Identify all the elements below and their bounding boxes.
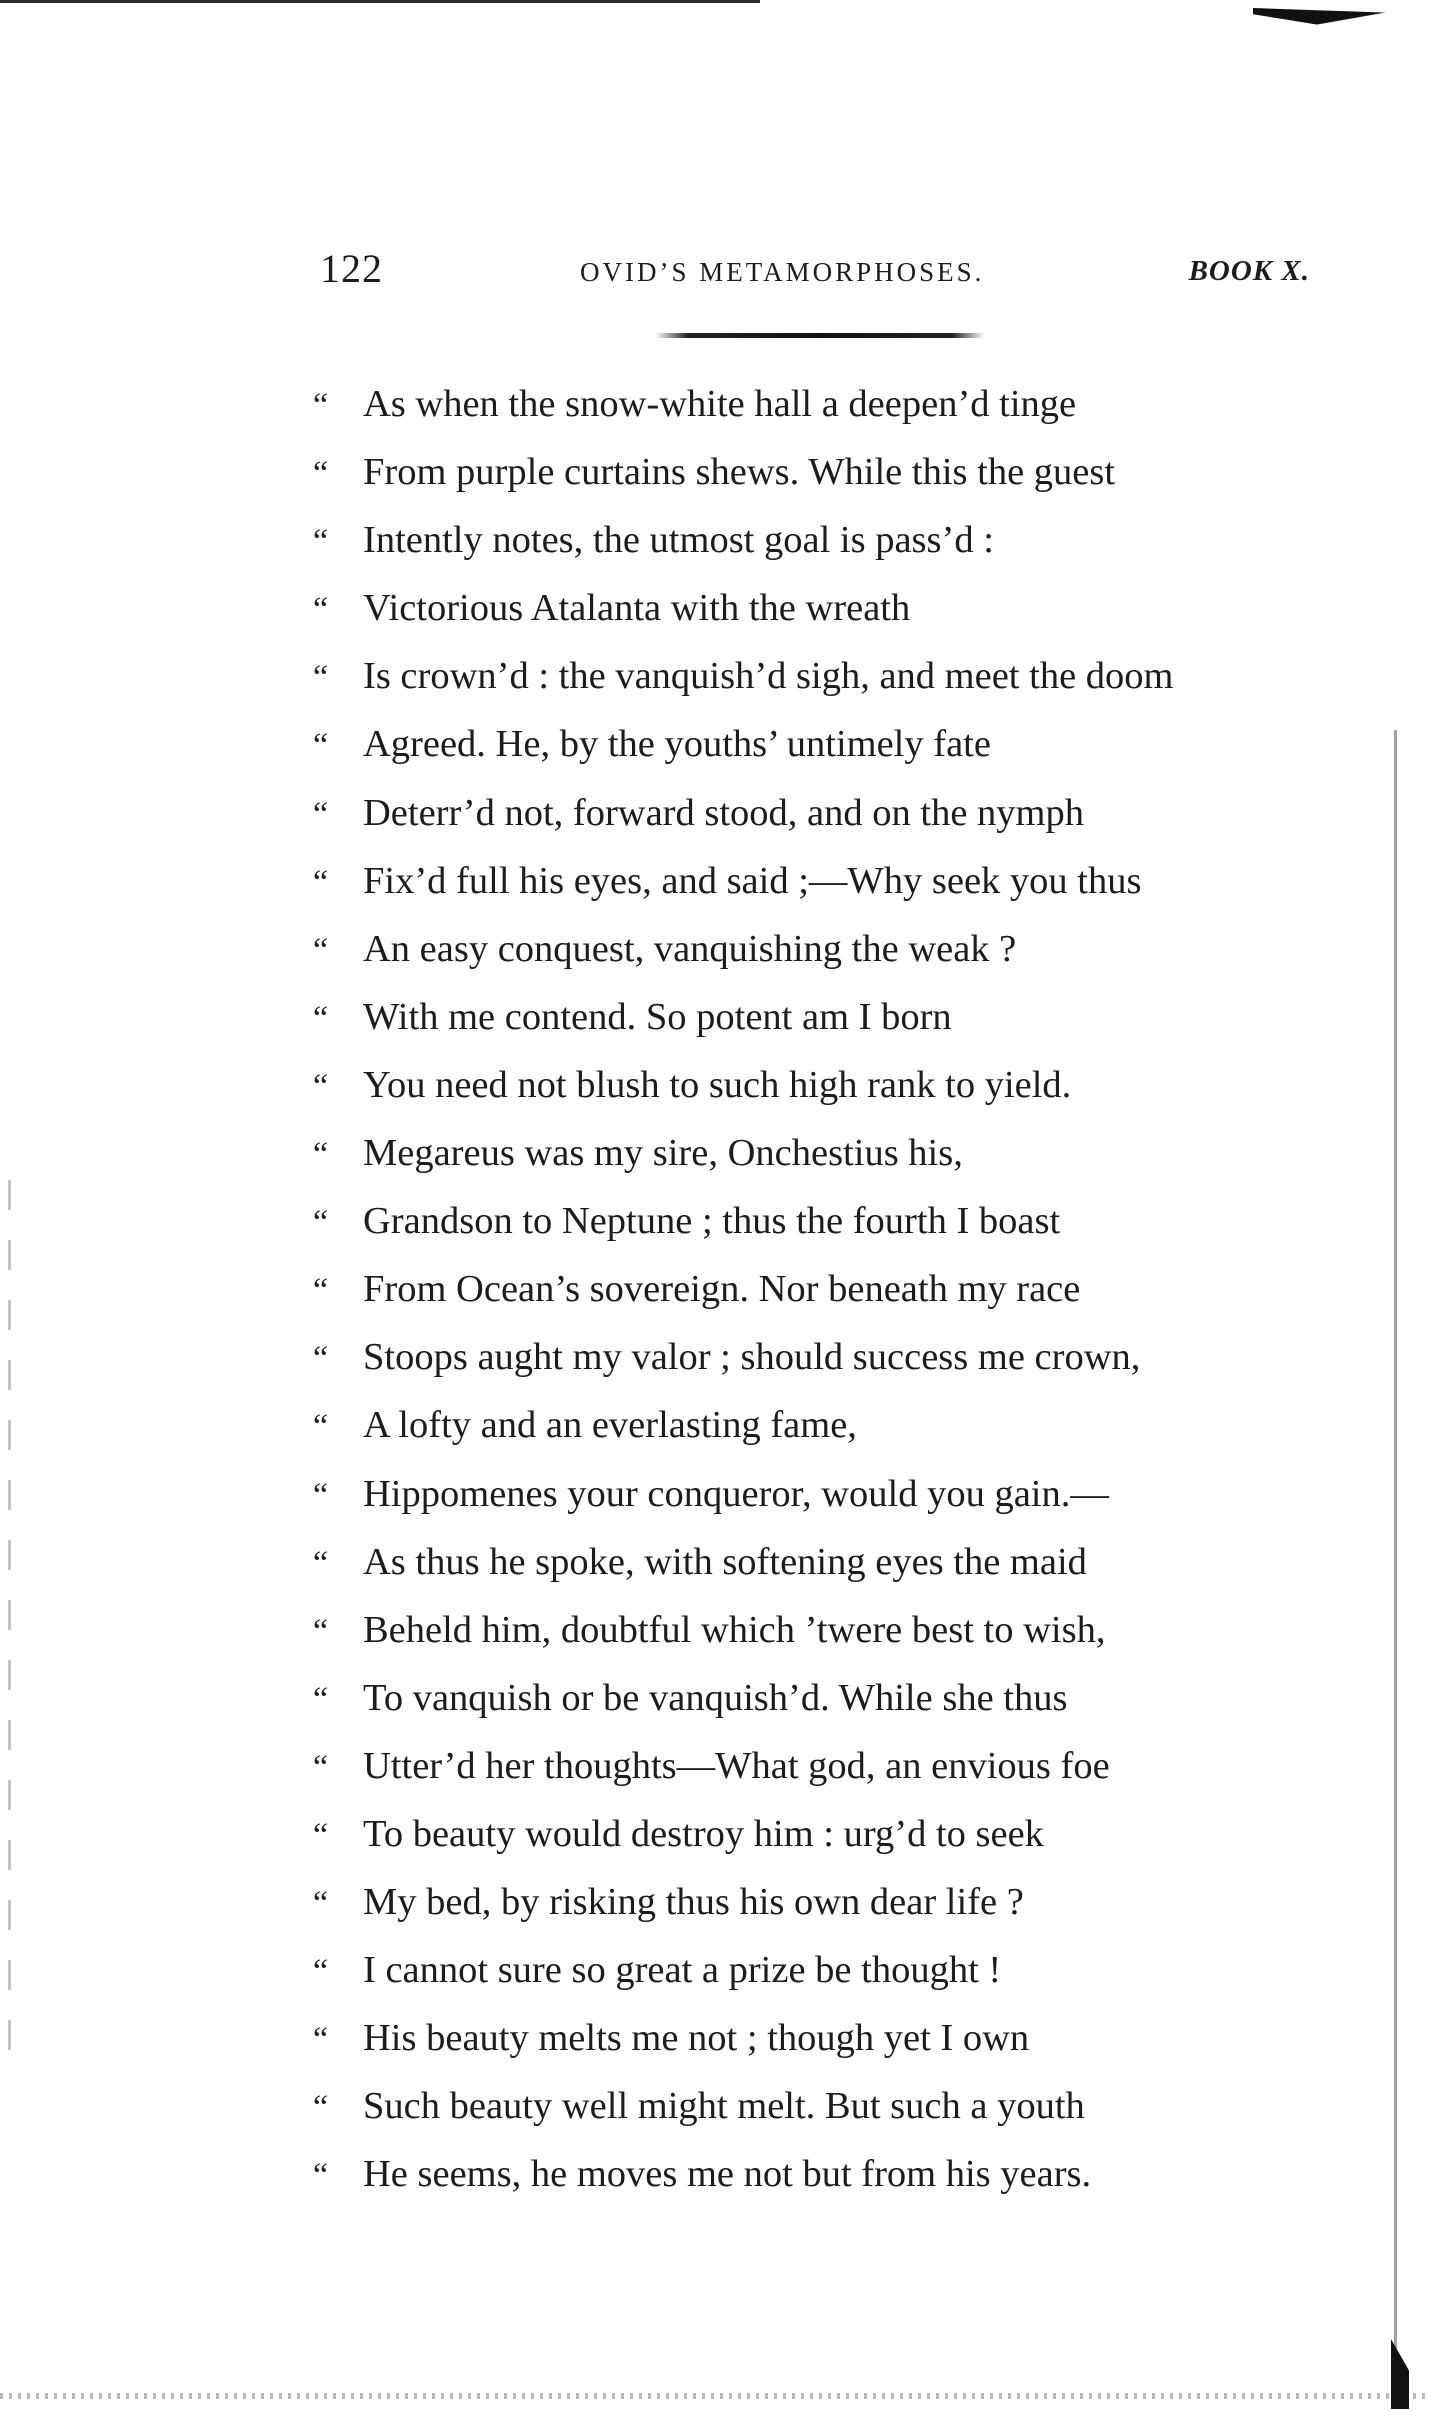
verse-line	[313, 915, 1313, 983]
quote-mark: “	[313, 455, 329, 493]
verse-line-text: Deterr’d not, forward stood, and on the nymph	[363, 791, 1084, 834]
quote-mark: “	[313, 1408, 329, 1446]
verse-line-text: Megareus was my sire, Onchestius his,	[363, 1132, 963, 1175]
verse-line-text: As thus he spoke, with softening eyes the maid	[363, 1540, 1087, 1583]
quote-mark: “	[313, 1067, 329, 1105]
quote-mark: “	[313, 1816, 329, 1854]
quote-mark: “	[313, 387, 329, 424]
verse-line-text: You need not blush to such high rank to yield.	[363, 1063, 1072, 1106]
verse-line	[313, 2072, 1313, 2140]
book-label: BOOK X.	[1188, 255, 1310, 287]
scan-edge-bottom	[0, 2393, 1431, 2399]
verse-line	[313, 370, 1313, 438]
quote-mark: “	[313, 1272, 329, 1310]
quote-mark: “	[313, 523, 329, 561]
verse-line	[313, 574, 1313, 642]
quote-mark: “	[313, 1885, 329, 1923]
verse-line-text: Hippomenes your conqueror, would you gain.—	[363, 1472, 1109, 1515]
verse-line	[313, 1051, 1313, 1119]
quote-mark: “	[313, 999, 329, 1037]
verse-line-text: A lofty and an everlasting fame,	[363, 1404, 857, 1447]
verse-line-text: To vanquish or be vanquish’d. While she thus	[363, 1676, 1068, 1719]
verse-line	[313, 983, 1313, 1051]
verse-line-text: From Ocean’s sovereign. Nor beneath my race	[363, 1268, 1081, 1311]
verse-line	[313, 2004, 1313, 2072]
page-number: 122	[320, 246, 383, 291]
quote-mark: “	[313, 1204, 329, 1242]
quote-mark: “	[313, 1748, 329, 1786]
verse-line	[313, 847, 1313, 915]
verse-line	[313, 1255, 1313, 1323]
quote-mark: “	[313, 1136, 329, 1174]
verse-line	[313, 710, 1313, 778]
verse-line-text: Is crown’d : the vanquish’d sigh, and meet the doom	[363, 655, 1174, 698]
verse-line-text: Intently notes, the utmost goal is pass’d :	[363, 519, 994, 562]
quote-mark: “	[313, 1680, 329, 1718]
verse-line-text: With me contend. So potent am I born	[363, 995, 952, 1038]
quote-mark: “	[313, 727, 329, 765]
verse-line	[313, 642, 1313, 710]
verse-line	[313, 1391, 1313, 1459]
verse-line-text: Beheld him, doubtful which ’twere best to wish,	[363, 1608, 1106, 1651]
verse-line	[313, 1868, 1313, 1936]
verse-line-text: He seems, he moves me not but from his years.	[363, 2153, 1092, 2196]
verse-line	[313, 1187, 1313, 1255]
quote-mark: “	[313, 795, 329, 833]
verse-line-text: My bed, by risking thus his own dear life ?	[363, 1881, 1024, 1924]
quote-mark: “	[313, 659, 329, 697]
verse-line	[313, 1119, 1313, 1187]
scan-edge-top	[0, 0, 760, 3]
quote-mark: “	[313, 2157, 329, 2195]
quote-mark: “	[313, 863, 329, 901]
running-header	[320, 245, 1310, 305]
scan-edge-left	[8, 1180, 11, 2080]
verse-line	[313, 1936, 1313, 2004]
verse-line	[313, 1460, 1313, 1528]
quote-mark: “	[313, 2089, 329, 2127]
verse-line-text: Stoops aught my valor ; should success me crown,	[363, 1336, 1141, 1379]
header-rule	[655, 333, 985, 338]
verse-line-text: To beauty would destroy him : urg’d to seek	[363, 1812, 1044, 1855]
verse-line-text: Utter’d her thoughts—What god, an envious foe	[363, 1744, 1110, 1787]
scan-edge-right	[1394, 730, 1397, 2370]
verse-line	[313, 1596, 1313, 1664]
verse-line	[313, 1732, 1313, 1800]
verse-line	[313, 779, 1313, 847]
verse-line-text: Victorious Atalanta with the wreath	[363, 587, 911, 630]
verse-line-text: Such beauty well might melt. But such a youth	[363, 2085, 1085, 2128]
verse-line-text: Grandson to Neptune ; thus the fourth I boast	[363, 1200, 1061, 1243]
verse-line	[313, 438, 1313, 506]
quote-mark: “	[313, 591, 329, 629]
verse-line-text: I cannot sure so great a prize be thought !	[363, 1949, 1002, 1992]
verse-line-text: As when the snow-white hall a deepen’d tinge	[363, 383, 1077, 425]
running-title: OVID’S METAMORPHOSES.	[580, 257, 985, 287]
verse-block	[313, 370, 1313, 2209]
quote-mark: “	[313, 1340, 329, 1378]
scan-corner-mark-bottom	[1391, 2339, 1409, 2409]
verse-line-text: Fix’d full his eyes, and said ;—Why seek you thus	[363, 859, 1142, 902]
quote-mark: “	[313, 1476, 329, 1514]
quote-mark: “	[313, 2021, 329, 2059]
quote-mark: “	[313, 931, 329, 969]
verse-line	[313, 1664, 1313, 1732]
verse-line-text: Agreed. He, by the youths’ untimely fate	[363, 723, 991, 766]
verse-line-text: An easy conquest, vanquishing the weak ?	[363, 927, 1017, 970]
verse-line	[313, 506, 1313, 574]
scan-corner-mark	[1253, 8, 1403, 60]
quote-mark: “	[313, 1544, 329, 1582]
verse-line-text: His beauty melts me not ; though yet I own	[363, 2017, 1030, 2060]
quote-mark: “	[313, 1953, 329, 1991]
verse-line	[313, 1800, 1313, 1868]
verse-line	[313, 1528, 1313, 1596]
verse-line	[313, 1323, 1313, 1391]
verse-line-text: From purple curtains shews. While this the guest	[363, 451, 1116, 494]
verse-line	[313, 2140, 1313, 2208]
quote-mark: “	[313, 1612, 329, 1650]
